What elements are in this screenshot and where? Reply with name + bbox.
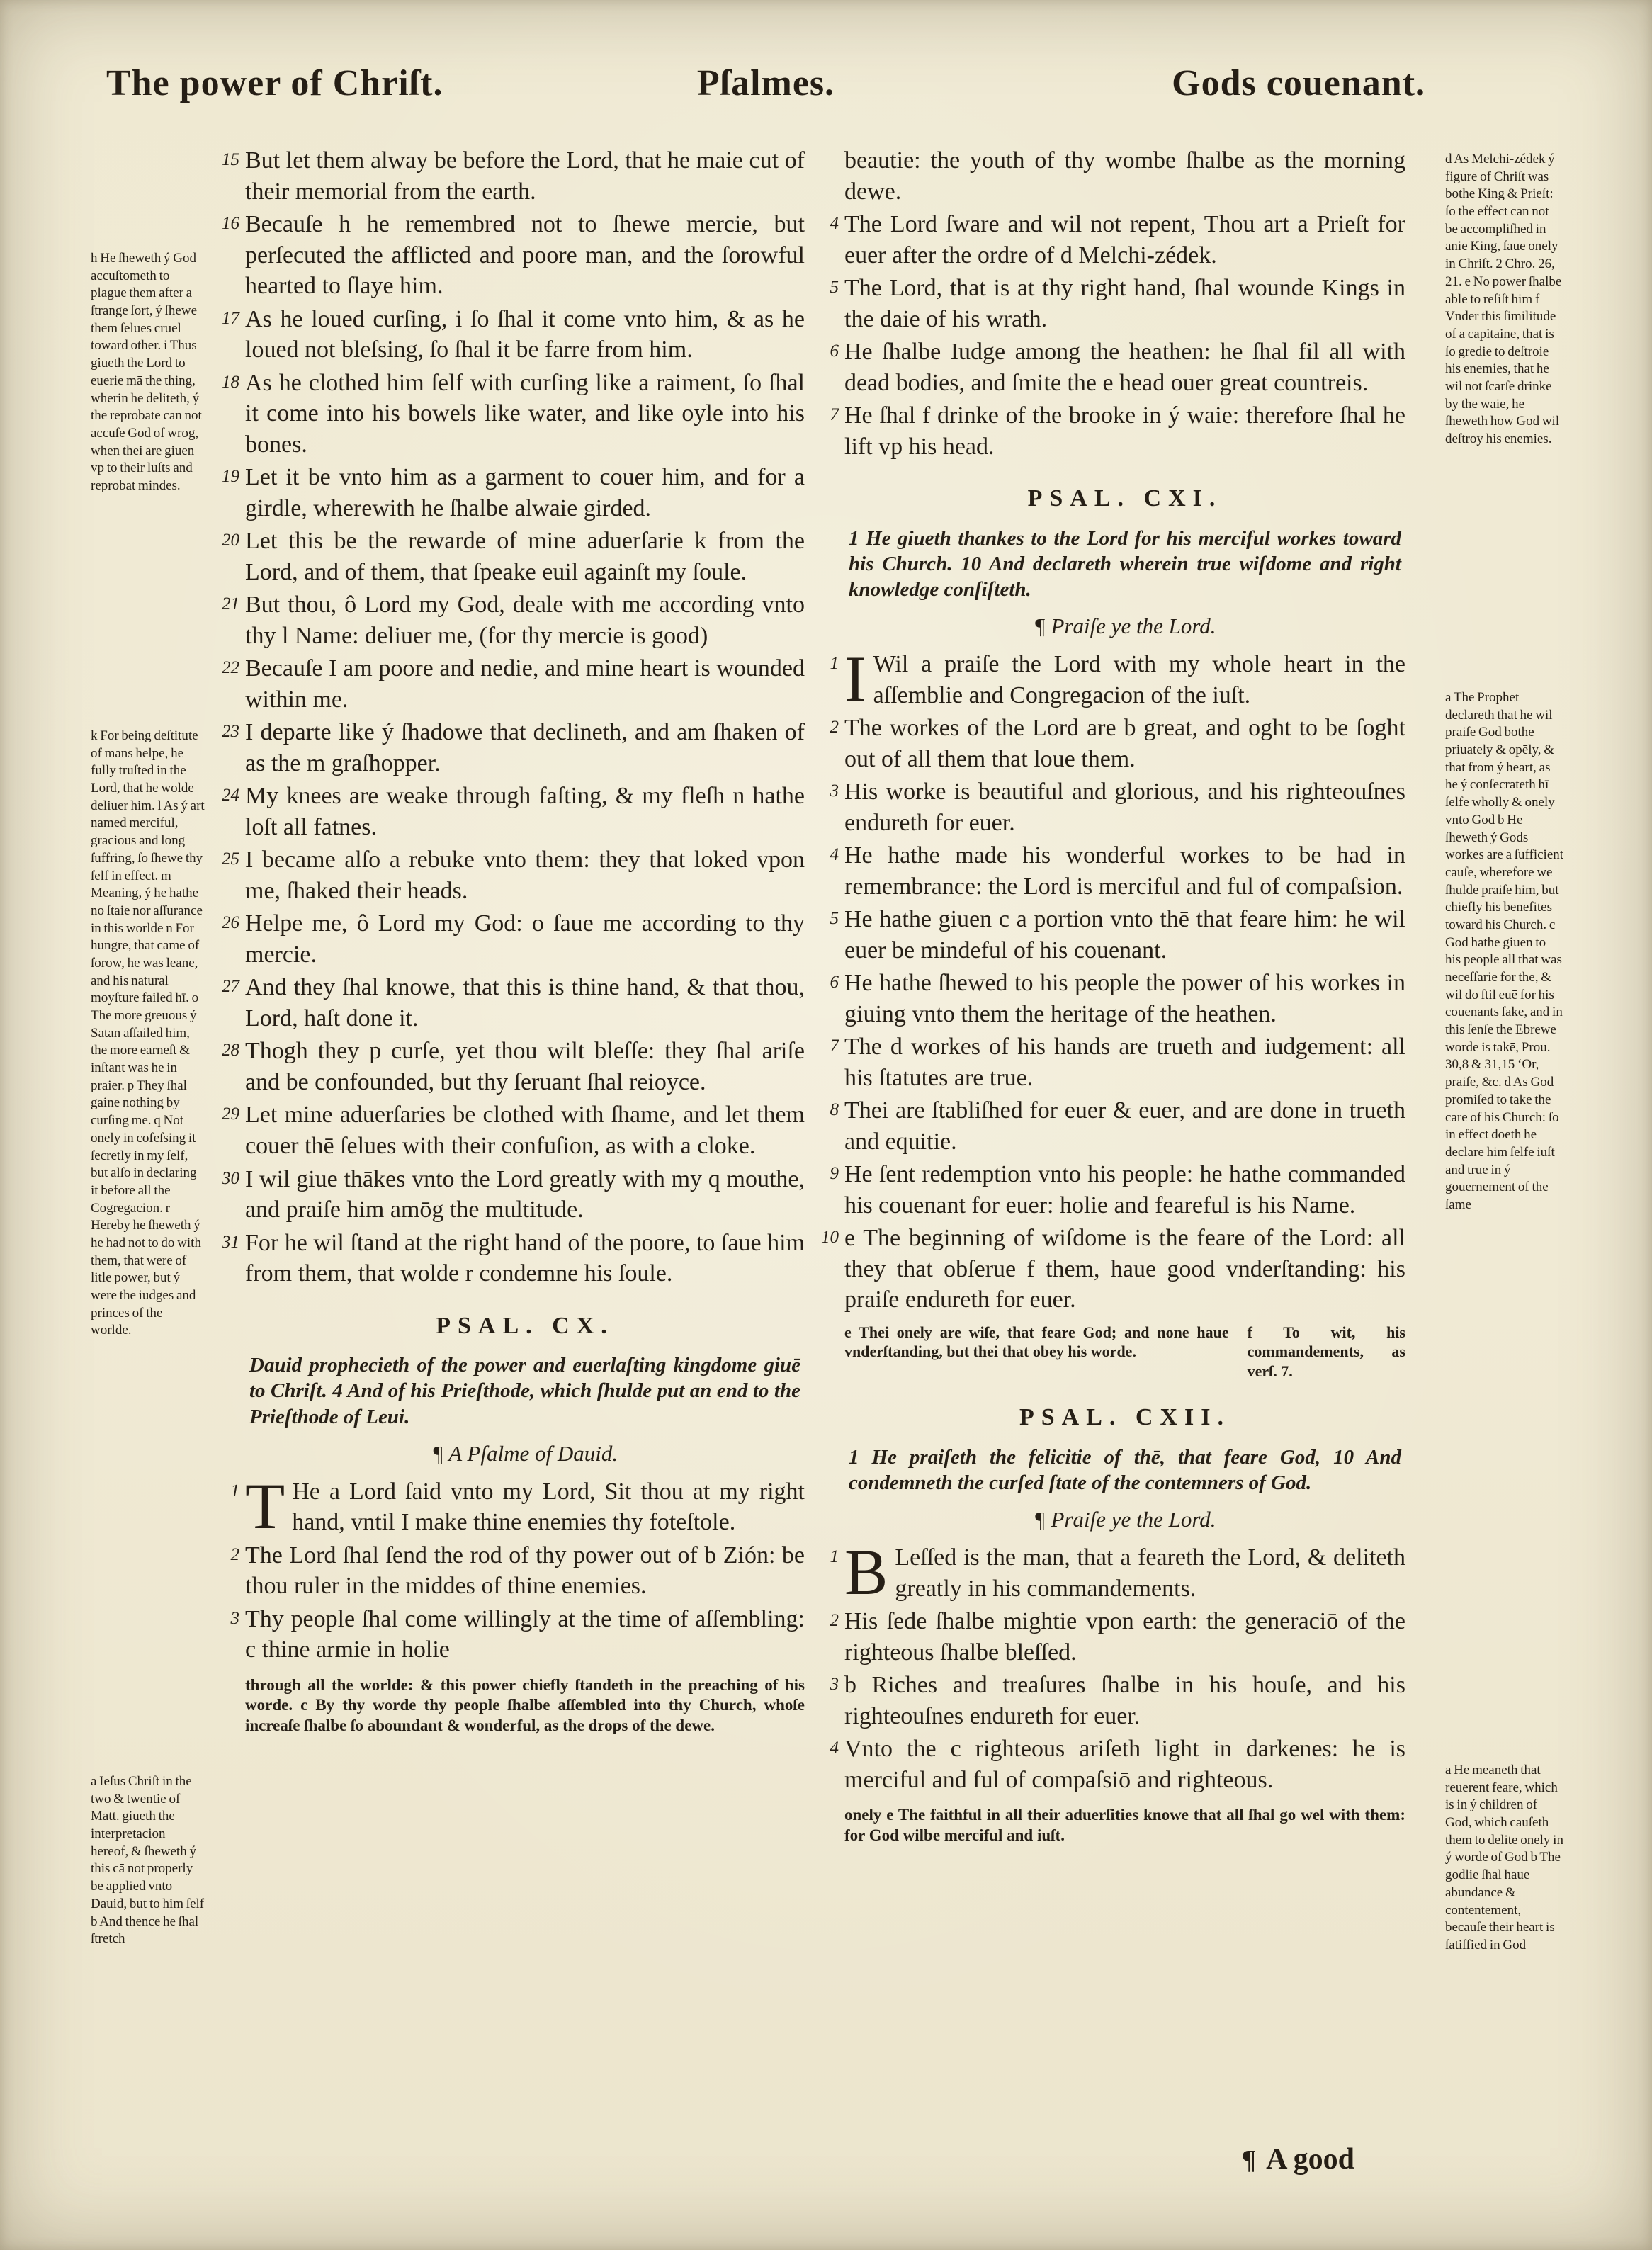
drop-cap: B (844, 1536, 888, 1609)
verse-number: 29 (222, 1104, 239, 1124)
verse-text: Helpe me, ô Lord my God: o ſaue me according to thy mercie. (245, 910, 805, 968)
verse (222, 653, 805, 715)
verse-text: The Lord ſware and wil not repent, Thou art a Prieſt for euer after the ordre of d Melchi-zédek. (844, 211, 1405, 268)
running-head-left: The power of Chriſt. (106, 63, 443, 103)
verse-number: 2 (830, 1611, 839, 1631)
verse (830, 840, 1405, 902)
catchword-ornament-icon: ¶ (1241, 2145, 1257, 2175)
verse-number: 5 (830, 909, 839, 929)
verse-text: The Lord, that is at thy right hand, ſhal wounde Kings in the daie of his wrath. (844, 275, 1405, 332)
verse (830, 776, 1405, 838)
verse-number: 25 (222, 849, 239, 869)
verse-number: 19 (222, 467, 239, 487)
margin-note: k For being deſtitute of mans helpe, he fully truſted in the Lord, that he wolde deliuer him. l As ý art named merciful, gracious and long ſuffring, ſo ſhewe thy ſelf in effect. m Meaning, ý he hathe no ſtaie nor aſſurance in this worlde n For hungre, that came of ſorow, he was leane, and his natural moyſture failed hī. o The more greuous ý Satan aſſailed him, the more earneſt & inſtant was he in praier. p They ſhal gaine nothing by curſing me. q Not onely in cōfeſsing it ſecretly in my ſelf, but alſo in declaring it before all the Cōgregacion. r Hereby he ſheweth ý he had not to do with them, that were of litle power, but ý were the iudges and princes of the worlde. (91, 728, 205, 1338)
verse (830, 1670, 1405, 1731)
verse-number: 27 (222, 977, 239, 997)
verse-text: For he wil ſtand at the right hand of the poore, to ſaue him from them, that wolde r condemne his ſoule. (245, 1229, 805, 1287)
psalm-heading-cxi: PSAL. CXI. (1027, 485, 1223, 512)
verse (222, 844, 805, 906)
verse-text: e The beginning of wiſdome is the feare of the Lord: all they that obſerue f them, haue good vnderſtanding: his praiſe endureth for euer. (844, 1225, 1405, 1313)
verse-number: 24 (222, 786, 239, 805)
psalm-argument-cxii: 1 He praiſeth the felicitie of thē, that feare God, 10 And condemneth the curſed ſtate of the contemners of God. (849, 1445, 1401, 1495)
verse (844, 145, 1405, 207)
verse-number: 23 (222, 722, 239, 742)
verse (222, 1164, 805, 1226)
verse-text: He ſent redemption vnto his people: he hathe commanded his couenant for euer: holie and feareful is his Name. (844, 1161, 1405, 1219)
verse-number: 1 (230, 1481, 239, 1500)
psalm-argument-cx: Dauid prophecieth of the power and euerlaſting kingdome giuē to Chriſt. 4 And of his Prieſthode, which ſhulde put an end to the Prieſthode of Leui. (249, 1354, 800, 1428)
verse-text: Becauſe I am poore and nedie, and mine heart is wounded within me. (245, 655, 805, 713)
psalm-heading-cx: PSAL. CX. (436, 1312, 614, 1339)
page-body (91, 145, 1573, 2215)
verse-number: 20 (222, 531, 239, 550)
psal-cix-verse-list (222, 145, 805, 1289)
verse-number: 8 (830, 1100, 839, 1120)
catchword-text: A good (1266, 2143, 1354, 2176)
verse-number: 16 (222, 214, 239, 234)
verse-text: Thy people ſhal come willingly at the time of aſſembling: c thine armie in holie (245, 1605, 805, 1663)
catchword (1242, 2142, 1354, 2176)
psalm-heading-cxii: PSAL. CXII. (1019, 1404, 1230, 1431)
verse (222, 145, 805, 207)
verse-text: Let it be vnto him as a garment to couer him, and for a girdle, wherewith he ſhalbe alwaie girded. (245, 464, 805, 521)
footnote-e: e Thei onely are wiſe, that feare God; and none haue vnderſtanding, but thei that obey his worde. (844, 1323, 1229, 1361)
verse-number: 4 (830, 214, 839, 234)
verse-text: He ſhalbe Iudge among the heathen: he ſhal fil all with dead bodies, and ſmite the e head ouer great countreis. (844, 339, 1405, 396)
verse-text: beautie: the youth of thy wombe ſhalbe as the morning dewe. (844, 147, 1405, 205)
verse-text: His worke is beautiful and glorious, and his righteouſnes endureth for euer. (844, 779, 1405, 836)
verse-number: 4 (830, 1739, 839, 1758)
verse (222, 209, 805, 302)
verse-number: 17 (222, 308, 239, 328)
verse (230, 1469, 805, 1542)
verse (222, 1228, 805, 1289)
verse-number: 6 (830, 341, 839, 361)
verse-number: 18 (222, 372, 239, 392)
verse-number: 26 (222, 913, 239, 933)
verse (830, 1031, 1405, 1093)
verse (821, 1223, 1405, 1316)
verse-number: 30 (222, 1168, 239, 1188)
verse (830, 1606, 1405, 1668)
right-text-column (821, 145, 1405, 2215)
verse-text: Becauſe h he remembred not to ſhewe mercie, but perſecuted the afflicted and poore man, and the ſorowful hearted to ſlaye him. (245, 211, 805, 300)
verse-number: 9 (830, 1164, 839, 1184)
psalm-rubric-cx: ¶ A Pſalme of Dauid. (431, 1440, 618, 1466)
verse-number: 2 (230, 1544, 239, 1564)
margin-note: a Ieſus Chriſt in the two & twentie of Matt. giueth the interpretacion hereof, & ſheweth ý this cā not properly be applied vnto Dauid, but to him ſelf b And thence he ſhal ſtretch (91, 1774, 205, 1947)
verse-number: 7 (830, 405, 839, 425)
right-margin-notes (1445, 145, 1564, 2215)
psal-cxi-verse-list (821, 643, 1405, 1316)
verse-number: 31 (222, 1232, 239, 1252)
margin-note: a He meaneth that reuerent feare, which is in ý children of God, which cauſeth them to delite onely in ý worde of God b The godlie ſhal haue abundance & contentement, becauſe their heart is ſatiſfied in God (1445, 1763, 1563, 1952)
psal-cxi-footnotes (844, 1323, 1405, 1381)
verse (830, 337, 1405, 398)
margin-note: a The Prophet declareth that he wil praiſe God bothe priuately & opēly, & that from ý heart, as he ý conſecrateth hī ſelfe wholly & onely vnto God b He ſheweth ý Gods workes are a ſufficient cauſe, wherefore we ſhulde praiſe him, but chiefly his benefites toward his Church. c God hathe giuen to his people all that was neceſſarie for thē, & wil do ſtil euē for his couenants ſake, and in this ſenſe the Ebrewe worde is takē, Prou. 30,8 & 31,15 ‘Or, praiſe, &c. d As God promiſed to take the care of his Church: ſo in effect doeth he declare him ſelfe iuſt and true in ý gouernement of the ſame (1445, 690, 1564, 1212)
verse (830, 209, 1405, 271)
verse-text: But thou, ô Lord my God, deale with me according vnto thy l Name: deliuer me, (for thy mercie is good) (245, 592, 805, 649)
verse-number: 22 (222, 658, 239, 678)
footnote-f: f To wit, his commandements, as verſ. 7. (1247, 1323, 1405, 1380)
verse-text: I wil giue thākes vnto the Lord greatly with my q mouthe, and praiſe him amōg the multitude. (245, 1165, 805, 1223)
verse (222, 1099, 805, 1161)
verse (830, 1536, 1405, 1609)
verse-text: His ſede ſhalbe mightie vpon earth: the generaciō of the righteous ſhalbe bleſſed. (844, 1608, 1405, 1666)
verse (830, 643, 1405, 716)
psal-cx-verse-list (230, 1469, 805, 1666)
verse-text: As he loued curſing, i ſo ſhal it come vnto him, & as he loued not bleſsing, ſo ſhal it be farre from him. (245, 305, 805, 363)
verse-text: The workes of the Lord are b great, and oght to be ſoght out of all them that loue them. (844, 715, 1405, 772)
verse (230, 1604, 805, 1666)
margin-note: h He ſheweth ý God accuſtometh to plague them after a ſtrange ſort, ý ſhewe them ſelues cruel toward other. i Thus giueth the Lord to euerie mā the thing, wherin he deliteth, ý the reprobate can not accuſe God of wrōg, when thei are giuen vp to their luſts and reprobat mindes. (91, 251, 202, 493)
verse-text: Leſſed is the man, that a feareth the Lord, & deliteth greatly in his commandements. (895, 1544, 1405, 1602)
verse (830, 1159, 1405, 1221)
left-column-bottom-note: through all the worlde: & this power chiefly ſtandeth in the preaching of his worde. c By thy worde thy people ſhalbe aſſembled into thy Church, whoſe increaſe ſhalbe ſo aboundant & wonderful, as the drops of the dewe. (245, 1675, 805, 1735)
verse-text: He hathe made his wonderful workes to be had in remembrance: the Lord is merciful and ful of compaſsion. (844, 842, 1405, 900)
verse-text: b Riches and treaſures ſhalbe in his houſe, and his righteouſnes endureth for euer. (844, 1672, 1405, 1729)
verse-text: The d workes of his hands are trueth and iudgement: all his ſtatutes are true. (844, 1034, 1405, 1091)
verse (222, 1036, 805, 1097)
verse-text: My knees are weake through faſting, & my fleſh n hathe loſt all fatnes. (245, 783, 805, 840)
verse (222, 368, 805, 460)
drop-cap: I (844, 643, 866, 716)
running-head-center: Pſalmes. (696, 63, 835, 103)
verse (222, 717, 805, 779)
verse-text: Let this be the rewarde of mine aduerſarie k from the Lord, and of them, that ſpeake euil againſt my ſoule. (245, 528, 805, 585)
verse-number: 4 (830, 845, 839, 865)
verse (230, 1540, 805, 1602)
verse-text: I departe like ý ſhadowe that declineth, and am ſhaken of as the m graſhopper. (245, 719, 805, 776)
verse-text: The Lord ſhal ſend the rod of thy power out of b Zión: be thou ruler in the middes of thine enemies. (245, 1542, 805, 1600)
verse-number: 7 (830, 1036, 839, 1056)
running-head (106, 62, 1425, 104)
verse-text: As he clothed him ſelf with curſing like a raiment, ſo ſhal it come into his bowels like water, and like oyle into his bones. (245, 369, 805, 458)
left-text-column (222, 145, 805, 2215)
verse-number: 28 (222, 1041, 239, 1061)
verse-number: 15 (222, 150, 239, 169)
verse (222, 908, 805, 970)
margin-note: d As Melchi-zédek ý figure of Chriſt was bothe King & Prieſt: ſo the effect can not be accompliſhed in anie King, ſaue onely in Chriſt. 2 Chro. 26, 21. e No power ſhalbe able to reſiſt him f Vnder this ſimilitude of a capitaine, that is ſo gredie to deſtroie his enemies, that he wil not ſcarſe drinke by the waie, he ſheweth how God wil deſtroy his enemies. (1445, 152, 1562, 446)
verse (830, 273, 1405, 334)
verse-number: 5 (830, 278, 839, 298)
verse-text: Let mine aduerſaries be clothed with ſhame, and let them couer thē ſelues with their confuſion, as with a cloke. (245, 1102, 805, 1159)
verse-number: 21 (222, 594, 239, 614)
running-head-right: Gods couenant. (1172, 63, 1426, 103)
verse-text: Thogh they p curſe, yet thou wilt bleſſe: they ſhal ariſe and be confounded, but thy ſeruant ſhal reioyce. (245, 1038, 805, 1095)
verse-number: 2 (830, 718, 839, 737)
verse-number: 1 (830, 1547, 839, 1567)
verse (830, 904, 1405, 966)
verse (830, 1095, 1405, 1157)
verse-text: Thei are ſtabliſhed for euer & euer, and are done in trueth and equitie. (844, 1097, 1405, 1155)
verse-number: 3 (230, 1608, 239, 1628)
psal-cx-continuation-list (830, 145, 1405, 462)
verse-number: 1 (830, 654, 839, 674)
verse-number: 10 (821, 1228, 839, 1248)
verse-text: And they ſhal knowe, that this is thine hand, & that thou, Lord, haſt done it. (245, 974, 805, 1031)
verse (222, 304, 805, 366)
verse (222, 972, 805, 1034)
verse-text: Wil a praiſe the Lord with my whole heart in the aſſemblie and Congregacion of the iuſt. (873, 651, 1405, 708)
verse-number: 6 (830, 973, 839, 993)
verse-number: 3 (830, 781, 839, 801)
verse-text: But let them alway be before the Lord, that he maie cut of their memorial from the earth. (245, 147, 805, 205)
verse (222, 526, 805, 587)
psalm-rubric-cxii: ¶ Praiſe ye the Lord. (1034, 1507, 1216, 1532)
verse (830, 400, 1405, 462)
verse (830, 713, 1405, 774)
psalm-rubric-cxi: ¶ Praiſe ye the Lord. (1034, 614, 1216, 639)
psal-cxii-verse-list (830, 1536, 1405, 1795)
right-column-bottom-note: onely e The faithful in all their aduerſities knowe that all ſhal go wel with them: for God wilbe merciful and iuſt. (844, 1806, 1405, 1844)
verse (222, 781, 805, 842)
verse (222, 462, 805, 524)
drop-cap: T (245, 1469, 285, 1542)
verse (830, 968, 1405, 1029)
psalm-argument-cxi: 1 He giueth thankes to the Lord for his merciful workes toward his Church. 10 And declareth wherein true wiſdome and right knowledge conſiſteth. (849, 526, 1401, 601)
verse-text: I became alſo a rebuke vnto them: they that loked vpon me, ſhaked their heads. (245, 847, 805, 904)
verse-number: 3 (830, 1675, 839, 1695)
left-margin-notes (91, 145, 205, 2215)
verse (222, 589, 805, 651)
verse-text: He a Lord ſaid vnto my Lord, Sit thou at my right hand, vntil I make thine enemies thy foteſtole. (292, 1478, 805, 1536)
verse-text: He ſhal f drinke of the brooke in ý waie: therefore ſhal he lift vp his head. (844, 402, 1405, 460)
verse-text: He hathe giuen c a portion vnto thē that feare him: he wil euer be mindeful of his couenant. (844, 906, 1405, 963)
verse-text: He hathe ſhewed to his people the power of his workes in giuing vnto them the heritage of the heathen. (844, 970, 1405, 1027)
verse-text: Vnto the c righteous ariſeth light in darkenes: he is merciful and ful of compaſsiō and righteous. (844, 1736, 1405, 1793)
verse (830, 1734, 1405, 1795)
